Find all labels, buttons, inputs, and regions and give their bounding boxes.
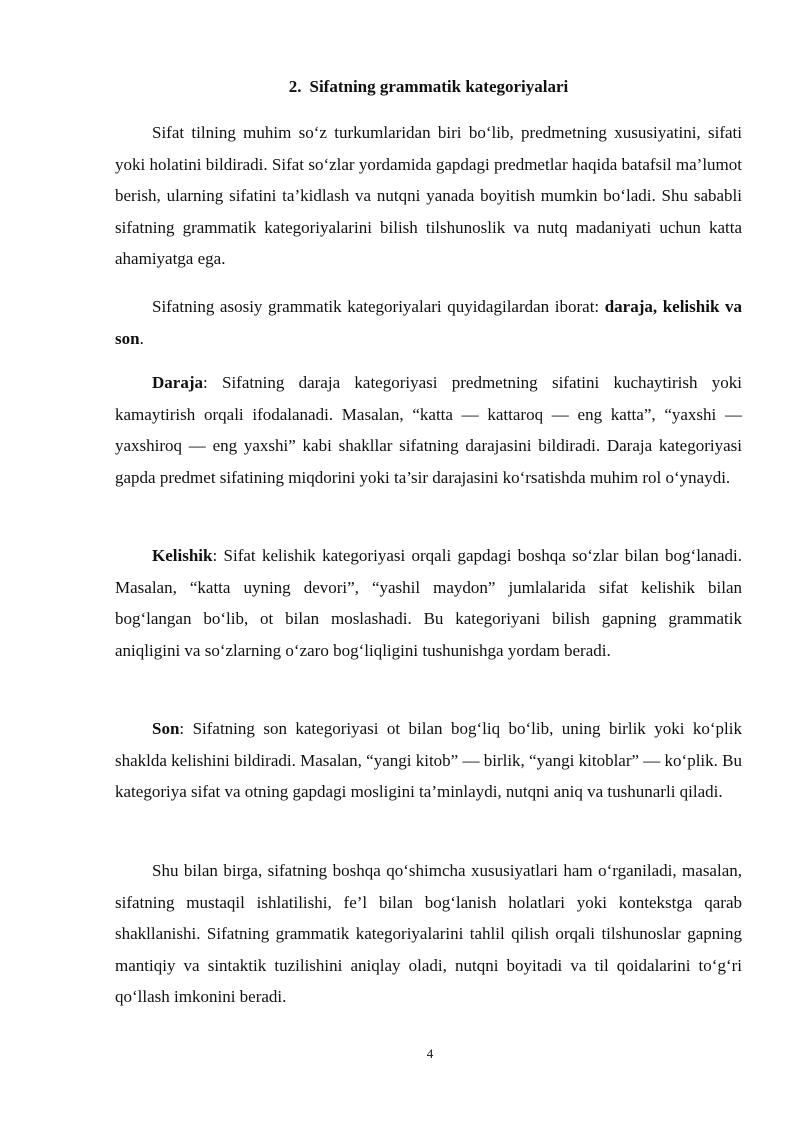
paragraph-intro: Sifat tilning muhim so‘z turkumlaridan biri bo‘lib, predmetning xususiyatini, sifati yoki holatini bildiradi. Sifat so‘zlar yordamida gapdagi predmetlar haqida batafsil ma’lumot berish, ularning sifatini ta’kidlash va nutqni yanada boyitish mumkin bo‘ladi. Shu sababli sifatning grammatik kategoriyalarini bilish tilshunoslik va nutq madaniyati uchun katta ahamiyatga ega. <box>115 123 742 269</box>
section-title: Sifatning grammatik kategoriyalari <box>309 77 569 96</box>
categories-lead-text: Sifatning asosiy grammatik kategoriyalari quyidagilardan iborat: <box>152 297 605 316</box>
kelishik-term: Kelishik <box>152 546 213 565</box>
son-text: : Sifatning son kategoriyasi ot bilan bog‘liq bo‘lib, uning birlik yoki ko‘plik shaklda kelishini bildiradi. Masalan, “yangi kitob” — birlik, “yangi kitoblar” — ko‘plik. Bu kategoriya sifat va otning gapdagi mosligini ta’minlaydi, nutqni aniq va tushunarli qiladi. <box>115 719 742 802</box>
kelishik-text: : Sifat kelishik kategoriyasi orqali gapdagi boshqa so‘zlar bilan bog‘lanadi. Masalan, “katta uyning devori”, “yashil maydon” jumlalarida sifat kelishik bilan bog‘langan bo‘lib, ot bilan moslashadi. Bu kategoriyani bilish gapning grammatik aniqligini va so‘zlarning o‘zaro bog‘liqligini tushunishga yordam beradi. <box>115 546 742 660</box>
section-heading <box>115 76 742 98</box>
daraja-text: : Sifatning daraja kategoriyasi predmetning sifatini kuchaytirish yoki kamaytirish orqali ifodalanadi. Masalan, “katta — kattaroq — eng katta”, “yaxshi — yaxshiroq — eng yaxshi” kabi shakllar sifatning darajasini bildiradi. Daraja kategoriyasi gapda predmet sifatining miqdorini yoki ta’sir darajasini ko‘rsatishda muhim rol o‘ynaydi. <box>115 373 742 487</box>
paragraph-kelishik <box>115 540 742 666</box>
paragraph-conclusion: Shu bilan birga, sifatning boshqa qo‘shimcha xususiyatlari ham o‘rganiladi, masalan, sifatning mustaqil ishlatilishi, fe’l bilan bog‘lanish holatlari yoki kontekstga qarab shakllanishi. Sifatning grammatik kategoriyalarini tahlil qilish orqali tilshunoslar gapning mantiqiy va sintaktik tuzilishini aniqlay oladi, nutqni boyitadi va til qoidalarini to‘g‘ri qo‘llash imkonini beradi. <box>115 861 742 1007</box>
daraja-term: Daraja <box>152 373 203 392</box>
paragraph-daraja <box>115 367 742 493</box>
son-term: Son <box>152 719 180 738</box>
section-number: 2. <box>288 77 302 96</box>
page-number: 4 <box>426 1046 434 1061</box>
categories-end-text: . <box>139 328 144 348</box>
paragraph-son <box>115 713 742 808</box>
paragraph-categories <box>115 291 742 354</box>
categories-list-bold: daraja, kelishik va son <box>115 297 742 348</box>
